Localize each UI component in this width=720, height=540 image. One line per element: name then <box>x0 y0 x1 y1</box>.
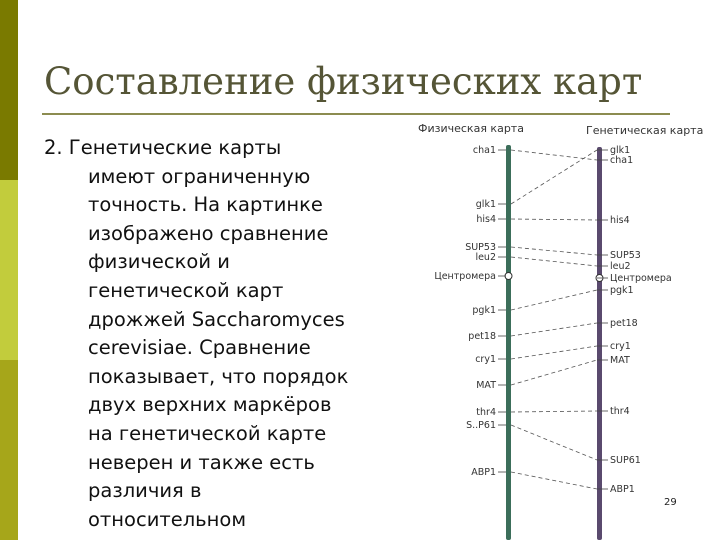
genetic-marker-label: leu2 <box>610 261 631 272</box>
physical-marker-label: ABP1 <box>471 467 496 478</box>
sidebar-block-top <box>0 0 18 180</box>
physical-chromosome <box>506 145 511 540</box>
body-line: показывает, что порядок <box>88 364 349 388</box>
body-line: неверен и также есть <box>88 450 315 474</box>
body-line: на генетической карте <box>88 421 327 445</box>
slide-title: Составление физических карт <box>44 60 643 103</box>
genetic-map-header: Генетическая карта <box>586 124 704 137</box>
physical-marker-label: S..P61 <box>466 420 496 431</box>
marker-correspondence-line <box>511 290 597 310</box>
sidebar-block-middle <box>0 180 18 360</box>
marker-correspondence-line <box>511 323 597 336</box>
sidebar-block-bottom <box>0 360 18 540</box>
physical-marker-label: cry1 <box>475 354 496 365</box>
genetic-marker-label: thr4 <box>610 406 630 417</box>
physical-marker-label: pet18 <box>468 331 496 342</box>
marker-correspondence-line <box>511 247 597 255</box>
physical-marker-label: leu2 <box>475 252 496 263</box>
physical-marker-label: pgk1 <box>472 305 496 316</box>
genetic-marker-label: MAT <box>610 355 630 366</box>
physical-marker-label: glk1 <box>475 199 496 210</box>
body-line: изображено сравнение <box>88 221 329 245</box>
physical-marker-label: his4 <box>476 214 496 225</box>
marker-correspondence-line <box>511 257 597 266</box>
physical-marker-label: SUP53 <box>465 242 496 253</box>
physical-centromere-marker <box>505 273 512 280</box>
genetic-marker-label: Центромера <box>610 273 672 284</box>
page-number: 29 <box>664 497 677 508</box>
genetic-marker-label: cha1 <box>610 155 634 166</box>
sidebar-accent <box>0 0 18 540</box>
body-line: двух верхних маркёров <box>88 393 332 417</box>
marker-correspondence-line <box>511 425 597 460</box>
genetic-marker-label: SUP61 <box>610 455 641 466</box>
body-line: имеют ограниченную <box>88 164 311 188</box>
marker-correspondence-line <box>511 472 597 489</box>
marker-correspondence-line <box>511 411 597 412</box>
body-line: физической и <box>88 250 230 274</box>
physical-marker-label: Центромера <box>434 271 496 282</box>
marker-correspondence-line <box>511 360 597 385</box>
body-line: дрожжей Saccharomyces <box>88 307 345 331</box>
physical-marker-label: cha1 <box>472 145 496 156</box>
genetic-marker-label: glk1 <box>610 145 631 156</box>
body-line: cerevisiae. Сравнение <box>88 336 311 360</box>
genetic-marker-label: his4 <box>610 215 630 226</box>
genetic-marker-label: pet18 <box>610 318 638 329</box>
genetic-marker-label: cry1 <box>610 341 631 352</box>
marker-correspondence-line <box>511 219 597 220</box>
genetic-marker-label: pgk1 <box>610 285 634 296</box>
physical-map-header: Физическая карта <box>418 122 524 135</box>
physical-marker-label: thr4 <box>476 407 496 418</box>
chromosome-map-diagram <box>410 115 710 540</box>
body-text <box>44 134 414 534</box>
marker-correspondence-line <box>511 346 597 359</box>
genetic-marker-label: SUP53 <box>610 250 641 261</box>
body-line: относительном <box>88 507 247 531</box>
body-line: 2. Генетические карты <box>44 136 282 159</box>
marker-correspondence-line <box>511 150 597 204</box>
genetic-chromosome <box>597 147 602 540</box>
physical-marker-label: MAT <box>476 380 496 391</box>
body-line: точность. На картинке <box>88 193 323 217</box>
genetic-marker-label: ABP1 <box>610 484 635 495</box>
body-line: генетической карт <box>88 278 284 302</box>
body-line: различия в <box>88 479 202 503</box>
